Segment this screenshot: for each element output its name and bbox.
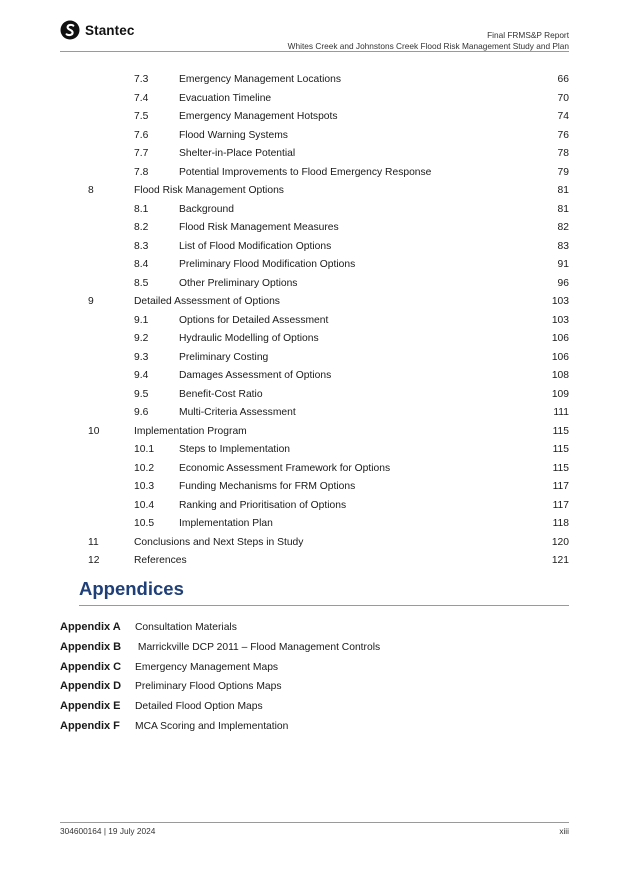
- appendices-divider: [79, 605, 569, 606]
- toc-entry-title: Emergency Management Hotspots: [179, 111, 338, 122]
- toc-entry-page: 111: [553, 407, 569, 418]
- toc-entry[interactable]: [60, 145, 569, 164]
- toc-entry-page: 81: [557, 185, 569, 196]
- toc-entry-number: 10.3: [134, 481, 155, 492]
- toc-entry-number: 8.1: [134, 203, 149, 215]
- appendices-heading: Appendices: [79, 578, 184, 599]
- toc-entry[interactable]: [60, 108, 569, 127]
- study-title: Whites Creek and Johnstons Creek Flood Risk Management Study and Plan: [287, 41, 569, 51]
- toc-entry[interactable]: [60, 515, 569, 534]
- toc-entry[interactable]: [60, 219, 569, 238]
- toc-entry-number: 11: [88, 536, 99, 548]
- toc-entry[interactable]: [60, 312, 569, 331]
- toc-entry[interactable]: [60, 330, 569, 349]
- toc-entry-title: References: [134, 555, 187, 566]
- toc-entry-title: Benefit-Cost Ratio: [179, 388, 263, 400]
- toc-entry[interactable]: [60, 182, 569, 201]
- toc-entry-page: 106: [551, 351, 569, 363]
- toc-entry[interactable]: [60, 201, 569, 220]
- toc-entry[interactable]: [60, 238, 569, 257]
- toc-entry-number: 10.4: [134, 499, 155, 511]
- toc-entry-page: 118: [552, 518, 569, 529]
- toc-entry-number: 7.7: [134, 148, 149, 159]
- toc-entry-number: 10.2: [134, 462, 155, 474]
- toc-entry-page: 96: [557, 277, 569, 289]
- footer-page-number: xiii: [559, 826, 569, 836]
- toc-entry-title: Flood Risk Management Options: [134, 185, 284, 196]
- toc-entry-page: 115: [552, 425, 569, 437]
- toc-entry-title: Flood Risk Management Measures: [179, 222, 339, 233]
- footer-divider: [60, 822, 569, 823]
- toc-entry[interactable]: [60, 460, 569, 479]
- toc-entry-title: Other Preliminary Options: [179, 277, 298, 289]
- toc-entry-title: Options for Detailed Assessment: [179, 314, 329, 326]
- toc-entry-number: 7.4: [134, 92, 149, 104]
- toc-entry-title: Preliminary Costing: [179, 351, 269, 363]
- appendix-label: Appendix B: [60, 640, 122, 653]
- toc-entry-number: 8.3: [134, 240, 149, 252]
- toc-entry-page: 115: [552, 444, 569, 455]
- appendix-title: MCA Scoring and Implementation: [135, 720, 289, 732]
- toc-entry-title: Evacuation Timeline: [179, 92, 272, 104]
- toc-entry-page: 74: [557, 111, 569, 122]
- appendix-entry[interactable]: [60, 675, 580, 695]
- toc-entry-number: 9.4: [134, 370, 149, 381]
- toc-entry-number: 10.1: [134, 444, 155, 455]
- toc-entry[interactable]: [60, 275, 569, 294]
- report-title: Final FRMS&P Report: [487, 30, 569, 40]
- toc-entry-page: 121: [551, 555, 569, 566]
- stantec-logo: [60, 20, 134, 40]
- toc-entry-page: 120: [551, 536, 569, 548]
- appendix-label: Appendix A: [60, 621, 121, 633]
- toc-entry[interactable]: [60, 293, 569, 312]
- toc-entry-number: 10: [88, 425, 100, 437]
- table-of-contents: [60, 71, 569, 571]
- toc-entry-title: Potential Improvements to Flood Emergency Response: [179, 166, 432, 178]
- toc-entry-title: Preliminary Flood Modification Options: [179, 259, 356, 270]
- toc-entry[interactable]: [60, 497, 569, 516]
- appendix-label: Appendix D: [60, 680, 122, 693]
- appendix-title: Marrickville DCP 2011 – Flood Management Controls: [135, 641, 381, 653]
- toc-entry-page: 79: [557, 166, 569, 178]
- toc-entry[interactable]: [60, 256, 569, 275]
- toc-entry-title: Implementation Plan: [179, 518, 273, 529]
- toc-entry-page: 103: [551, 314, 569, 326]
- toc-entry[interactable]: [60, 90, 569, 109]
- toc-entry-number: 9.5: [134, 388, 149, 400]
- toc-entry-number: 9.1: [134, 314, 149, 326]
- toc-entry-page: 81: [557, 203, 569, 215]
- toc-entry-page: 83: [557, 240, 569, 252]
- toc-entry-title: List of Flood Modification Options: [179, 240, 332, 252]
- appendix-entry[interactable]: [60, 616, 580, 636]
- toc-entry-title: Shelter-in-Place Potential: [179, 148, 296, 159]
- page-header: [0, 0, 628, 60]
- toc-entry-page: 103: [551, 296, 569, 307]
- toc-entry[interactable]: [60, 552, 569, 571]
- toc-entry[interactable]: [60, 423, 569, 442]
- toc-entry[interactable]: [60, 441, 569, 460]
- toc-entry[interactable]: [60, 71, 569, 90]
- toc-entry-title: Steps to Implementation: [179, 444, 291, 455]
- toc-entry-number: 8.5: [134, 277, 149, 289]
- toc-entry[interactable]: [60, 478, 569, 497]
- appendix-label: Appendix F: [60, 719, 120, 732]
- toc-entry-number: 7.5: [134, 111, 149, 122]
- toc-entry-page: 78: [557, 148, 569, 159]
- toc-entry-number: 8: [88, 185, 94, 196]
- appendix-title: Preliminary Flood Options Maps: [135, 681, 282, 693]
- toc-entry-title: Emergency Management Locations: [179, 74, 341, 85]
- toc-entry-title: Hydraulic Modelling of Options: [179, 333, 319, 344]
- toc-entry-number: 7.6: [134, 129, 149, 141]
- toc-entry-number: 8.4: [134, 259, 149, 270]
- toc-entry-title: Implementation Program: [134, 425, 247, 437]
- appendix-title: Consultation Materials: [135, 622, 237, 633]
- toc-entry[interactable]: [60, 404, 569, 423]
- toc-entry-page: 109: [551, 388, 569, 400]
- toc-entry-page: 66: [557, 74, 569, 85]
- stantec-logo-icon: [60, 20, 80, 40]
- toc-entry-page: 106: [551, 333, 569, 344]
- appendices-list: [60, 616, 580, 735]
- header-titles: [288, 30, 569, 52]
- toc-entry-title: Conclusions and Next Steps in Study: [134, 536, 304, 548]
- appendix-label: Appendix E: [60, 700, 121, 713]
- appendix-entry[interactable]: [60, 636, 580, 656]
- toc-entry[interactable]: [60, 386, 569, 405]
- toc-entry-number: 8.2: [134, 222, 149, 233]
- toc-entry-page: 70: [557, 92, 569, 104]
- toc-entry-title: Multi-Criteria Assessment: [179, 407, 296, 418]
- toc-entry[interactable]: [60, 164, 569, 183]
- toc-entry-title: Flood Warning Systems: [179, 129, 288, 141]
- toc-entry-number: 9.2: [134, 333, 149, 344]
- header-divider: [60, 51, 569, 52]
- toc-entry-number: 7.3: [134, 74, 149, 85]
- appendix-entry[interactable]: [60, 656, 580, 676]
- toc-entry-page: 108: [551, 370, 569, 381]
- toc-entry-title: Detailed Assessment of Options: [134, 296, 280, 307]
- toc-entry-page: 117: [552, 481, 569, 492]
- toc-entry-page: 117: [552, 499, 569, 511]
- appendix-entry[interactable]: [60, 695, 580, 715]
- toc-entry-page: 82: [557, 222, 569, 233]
- toc-entry-title: Ranking and Prioritisation of Options: [179, 499, 347, 511]
- toc-entry-number: 12: [88, 555, 100, 566]
- appendix-label: Appendix C: [60, 660, 122, 673]
- toc-entry-page: 91: [557, 259, 569, 270]
- appendix-title: Detailed Flood Option Maps: [135, 701, 263, 713]
- appendix-title: Emergency Management Maps: [135, 661, 279, 673]
- toc-entry-title: Damages Assessment of Options: [179, 370, 332, 381]
- toc-entry-number: 10.5: [134, 518, 155, 529]
- toc-entry-title: Economic Assessment Framework for Options: [179, 462, 391, 474]
- logo-text: Stantec: [85, 22, 135, 38]
- toc-entry-page: 76: [557, 129, 569, 141]
- toc-entry-number: 7.8: [134, 166, 149, 178]
- footer-doc-ref: 304600164 | 19 July 2024: [60, 826, 156, 836]
- toc-entry[interactable]: [60, 367, 569, 386]
- toc-entry-number: 9.3: [134, 351, 149, 363]
- toc-entry-number: 9: [88, 296, 94, 307]
- toc-entry-title: Funding Mechanisms for FRM Options: [179, 481, 356, 492]
- appendix-entry[interactable]: [60, 715, 580, 735]
- toc-entry[interactable]: [60, 127, 569, 146]
- toc-entry[interactable]: [60, 349, 569, 368]
- toc-entry-title: Background: [179, 203, 234, 215]
- toc-entry-number: 9.6: [134, 407, 149, 418]
- toc-entry[interactable]: [60, 534, 569, 553]
- toc-entry-page: 115: [552, 462, 569, 474]
